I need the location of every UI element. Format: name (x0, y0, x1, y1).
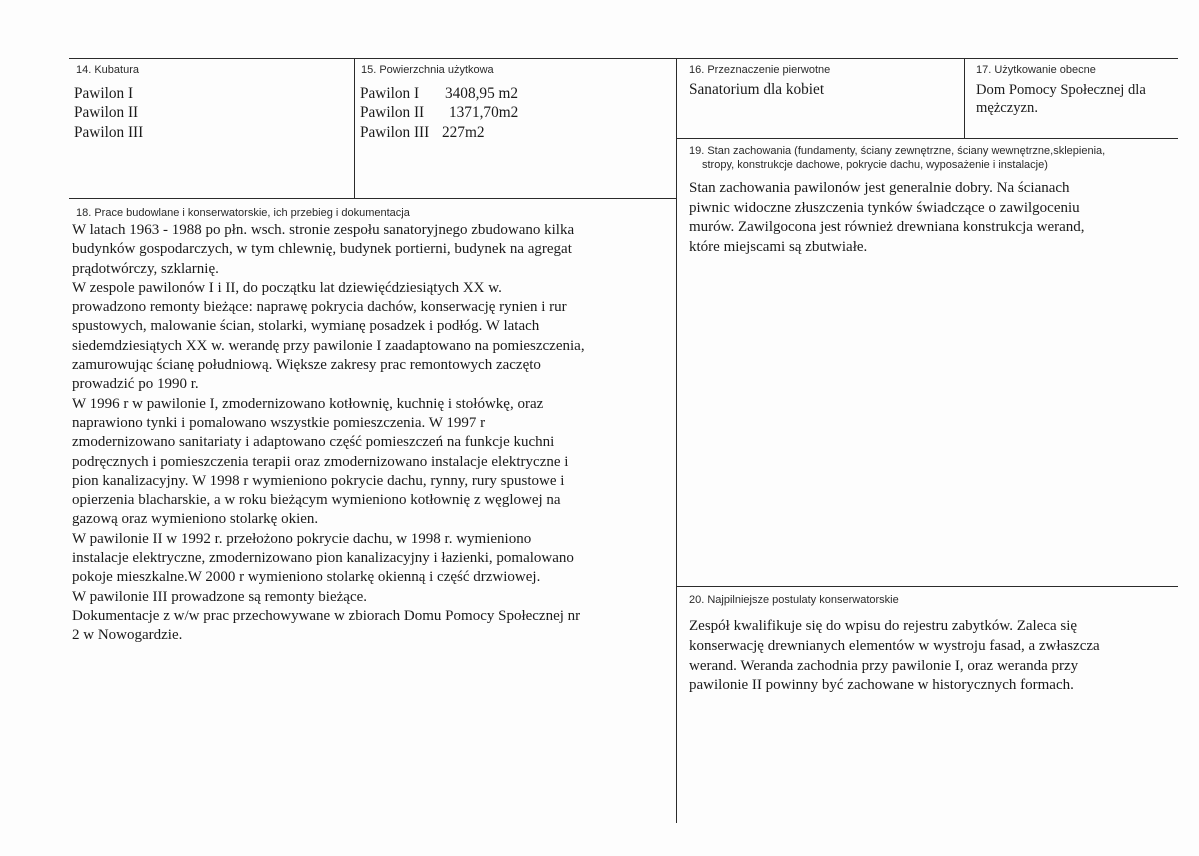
pawilon-name: Pawilon II (360, 104, 425, 122)
kubatura-line: Pawilon II (74, 104, 139, 122)
kubatura-line: Pawilon III (74, 123, 144, 141)
stan-line: Stan zachowania pawilonów jest generalnie dobry. Na ścianach (689, 180, 1070, 196)
postulaty-label: 20. Najpilniejsze postulaty konserwatorskie (689, 594, 899, 606)
prace-label: 18. Prace budowlane i konserwatorskie, ich przebieg i dokumentacja (76, 207, 410, 219)
postulaty-line: Zespół kwalifikuje się do wpisu do rejestru zabytków. Zaleca się (689, 618, 1078, 634)
powierzchnia-row (360, 103, 518, 122)
prace-line: W 1996 r w pawilonie I, zmodernizowano kotłownię, kuchnię i stołówkę, oraz (72, 395, 544, 412)
przeznaczenie-value: Sanatorium dla kobiet (689, 81, 825, 98)
prace-line: naprawiono tynki i pomalowano wszystkie pomieszczenia. W 1997 r (72, 414, 486, 431)
postulaty-line: pawilonie II powinny być zachowane w historycznych formach. (689, 677, 1074, 694)
prace-line: W zespole pawilonów I i II, do początku lat dziewięćdziesiątych XX w. (72, 279, 502, 296)
rule-left-mid (69, 198, 676, 199)
stan-line: które miejscami są zbutwiałe. (689, 238, 868, 255)
postulaty-line: konserwację drewnianych elementów w wystroju fasad, a zwłaszcza (689, 637, 1100, 654)
divider-przeznaczenie-uzytkowanie (964, 58, 965, 138)
area-value: 227m2 (442, 123, 485, 141)
top-rule (69, 58, 1178, 59)
stan-label-line: stropy, konstrukcje dachowe, pokrycie dachu, wyposażenie i instalacje) (702, 159, 1048, 171)
prace-line: Dokumentacje z w/w prac przechowywane w zbiorach Domu Pomocy Społecznej nr (72, 607, 581, 624)
uzytkowanie-line: mężczyzn. (976, 100, 1038, 116)
prace-line: instalacje elektryczne, zmodernizowano pion kanalizacyjny i łazienki, pomalowano (72, 550, 574, 567)
rule-right-mid (676, 586, 1178, 587)
uzytkowanie-label: 17. Użytkowanie obecne (976, 64, 1096, 76)
prace-line: 2 w Nowogardzie. (72, 627, 183, 644)
rule-right-top (676, 138, 1178, 139)
area-value: 1371,70m2 (449, 104, 519, 122)
prace-line: prowadzono remonty bieżące: naprawę pokrycia dachów, konserwację rynien i rur (72, 299, 567, 316)
kubatura-line: Pawilon I (74, 85, 134, 102)
pawilon-name: Pawilon I (360, 85, 420, 102)
divider-kubatura-powierzchnia (354, 58, 355, 198)
prace-line: pokoje mieszkalne.W 2000 r wymieniono stolarkę okienną i część drzwiowej. (72, 569, 541, 586)
prace-line: prądotwórczy, szklarnię. (72, 260, 219, 277)
stan-line: piwnic widoczne złuszczenia tynków świadczące o zawilgoceniu (689, 199, 1080, 216)
postulaty-line: werand. Weranda zachodnia przy pawilonie I, oraz weranda przy (689, 657, 1079, 674)
prace-line: podręcznych i pomieszczenia terapii oraz zmodernizowano instalacje elektryczne i (72, 453, 569, 470)
powierzchnia-row (360, 123, 518, 142)
kubatura-values (74, 84, 143, 142)
prace-line: spustowych, malowanie ścian, stolarki, wymianę posadzek i podłóg. W latach (72, 318, 540, 335)
powierzchnia-values (360, 84, 518, 142)
prace-line: opierzenia blacharskie, a w roku bieżącym wymieniono kotłownię z węglowej na (72, 492, 561, 509)
uzytkowanie-values (976, 81, 1146, 117)
stan-text (689, 179, 1085, 257)
divider-center (676, 58, 677, 823)
przeznaczenie-label: 16. Przeznaczenie pierwotne (689, 64, 831, 76)
prace-text (72, 221, 585, 646)
prace-line: pion kanalizacyjny. W 1998 r wymieniono pokrycie dachu, rynny, rury spustowe i (72, 472, 565, 489)
powierzchnia-label: 15. Powierzchnia użytkowa (361, 64, 494, 76)
powierzchnia-row (360, 84, 518, 103)
prace-line: zamurowując ścianę południową. Większe zakresy prac remontowych zaczęto (72, 357, 541, 374)
stan-label-line: 19. Stan zachowania (fundamenty, ściany zewnętrzne, ściany wewnętrzne,sklepienia, (689, 145, 1106, 157)
prace-line: W pawilonie III prowadzone są remonty bieżące. (72, 588, 368, 605)
prace-line: gazową oraz wymieniono stolarkę okien. (72, 511, 319, 528)
kubatura-label: 14. Kubatura (76, 64, 139, 76)
prace-line: W latach 1963 - 1988 po płn. wsch. stronie zespołu sanatoryjnego zbudowano kilka (72, 222, 575, 238)
prace-line: siedemdziesiątych XX w. werandę przy pawilonie I zaadaptowano na pomieszczenia, (72, 337, 585, 354)
prace-line: budynków gospodarczych, w tym chlewnię, budynek portierni, budynek na agregat (72, 241, 572, 258)
postulaty-text (689, 617, 1100, 696)
prace-line: W pawilonie II w 1992 r. przełożono pokrycie dachu, w 1998 r. wymieniono (72, 530, 532, 547)
stan-line: murów. Zawilgocona jest również drewniana konstrukcja werand, (689, 219, 1085, 235)
uzytkowanie-line: Dom Pomocy Społecznej dla (976, 82, 1146, 98)
area-value: 3408,95 m2 (445, 85, 519, 102)
prace-line: prowadzić po 1990 r. (72, 376, 199, 393)
prace-line: zmodernizowano sanitariaty i adaptowano część pomieszczeń na funkcje kuchni (72, 434, 555, 451)
stan-label (689, 144, 1105, 172)
pawilon-name: Pawilon III (360, 123, 430, 141)
